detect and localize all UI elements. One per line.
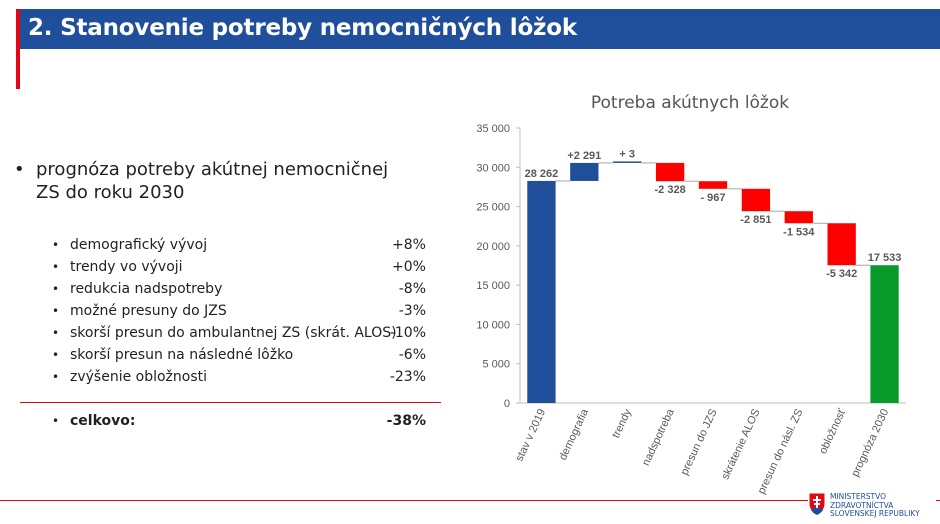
factor-label: trendy vo vývoji — [70, 259, 183, 275]
factor-row — [52, 302, 432, 324]
data-label: - 967 — [700, 191, 726, 204]
x-category-label: presun do násl. ZS — [755, 407, 806, 496]
factor-label: možné presuny do JZS — [70, 303, 227, 319]
waterfall-bar — [870, 265, 898, 403]
factor-label: redukcia nadspotreby — [70, 281, 223, 297]
bullet-dot: • — [52, 260, 60, 274]
logo-line: MINISTERSTVO — [830, 492, 887, 501]
waterfall-bar — [613, 161, 641, 163]
factor-label: skorší presun na následné lôžko — [70, 347, 294, 363]
logo-line: ZDRAVOTNÍCTVA — [830, 500, 894, 510]
main-bullet-text: prognóza potreby akútnej nemocničnej ZS do roku 2030 — [36, 159, 389, 203]
footer-line — [0, 500, 940, 501]
factor-value: +8% — [392, 237, 426, 253]
y-tick-label: 25 000 — [476, 201, 510, 214]
data-label: -5 342 — [826, 268, 858, 281]
bullet-dot: • — [52, 348, 60, 362]
y-tick-label: 5 000 — [482, 358, 510, 371]
y-tick-label: 30 000 — [476, 162, 510, 175]
factor-row — [52, 346, 432, 368]
total-value: -38% — [386, 413, 426, 429]
total-label: celkovo: — [70, 413, 136, 429]
waterfall-bar — [570, 163, 598, 181]
bullet-dot: • — [52, 238, 60, 252]
ministry-logo — [808, 490, 936, 522]
bullet-dot: • — [52, 304, 60, 318]
factor-label: zvýšenie obložnosti — [70, 369, 208, 385]
data-label: + 3 — [619, 148, 636, 161]
factor-value: -10% — [389, 325, 426, 341]
waterfall-chart — [440, 115, 920, 500]
waterfall-bar — [699, 181, 727, 189]
slovak-coat-of-arms-icon — [808, 492, 826, 516]
x-category-label: trendy — [610, 407, 634, 440]
factor-value: -3% — [398, 303, 426, 319]
factor-row — [52, 258, 432, 280]
data-label: +2 291 — [567, 149, 602, 162]
separator-line — [20, 402, 441, 403]
x-category-label: skrátenie ALOS — [719, 407, 763, 482]
y-tick-label: 10 000 — [476, 319, 510, 332]
y-tick-label: 0 — [503, 398, 510, 410]
factor-value: -6% — [398, 347, 426, 363]
logo-line: SLOVENSKEJ REPUBLIKY — [830, 509, 920, 518]
bullet-dot: • — [52, 370, 60, 384]
x-category-label: nadspotreba — [640, 407, 677, 468]
total-row — [52, 412, 432, 434]
waterfall-bar — [742, 189, 770, 211]
data-label: 17 533 — [867, 252, 902, 265]
factor-value: +0% — [392, 259, 426, 275]
data-label: -2 851 — [740, 214, 772, 227]
bullet-dot: • — [14, 159, 25, 180]
title-accent — [16, 9, 20, 89]
waterfall-bar — [828, 223, 856, 265]
data-label: -1 534 — [783, 226, 815, 239]
factor-list — [52, 236, 432, 390]
x-category-label: demografia — [556, 407, 592, 463]
waterfall-bar — [785, 211, 813, 223]
factor-row — [52, 324, 432, 346]
bullet-dot: • — [52, 326, 60, 340]
chart-title: Potreba akútnych lôžok — [590, 93, 790, 113]
logo-text — [830, 493, 920, 519]
y-tick-label: 15 000 — [476, 280, 510, 293]
waterfall-bar — [527, 181, 555, 403]
factor-label: skorší presun do ambulantnej ZS (skrát. ALOS) — [70, 325, 397, 341]
y-tick-label: 20 000 — [476, 240, 510, 253]
x-category-label: obložnosť — [817, 407, 849, 456]
waterfall-bar — [656, 163, 684, 181]
factor-row — [52, 280, 432, 302]
factor-value: -8% — [398, 281, 426, 297]
page-title: 2. Stanovenie potreby nemocničných lôžok — [28, 15, 577, 41]
x-category-label: prognóza 2030 — [849, 407, 892, 479]
factor-row — [52, 236, 432, 258]
bullet-dot: • — [52, 414, 60, 428]
factor-value: -23% — [389, 369, 426, 385]
factor-row — [52, 368, 432, 390]
x-category-label: presun do JZS — [678, 407, 720, 478]
data-label: 28 262 — [524, 167, 559, 180]
main-bullet — [14, 158, 414, 204]
factor-label: demografický vývoj — [70, 237, 208, 253]
bullet-dot: • — [52, 282, 60, 296]
title-bar — [20, 9, 940, 49]
x-category-label: stav v 2019 — [513, 407, 549, 464]
y-tick-label: 35 000 — [476, 123, 510, 135]
data-label: -2 328 — [654, 184, 686, 197]
